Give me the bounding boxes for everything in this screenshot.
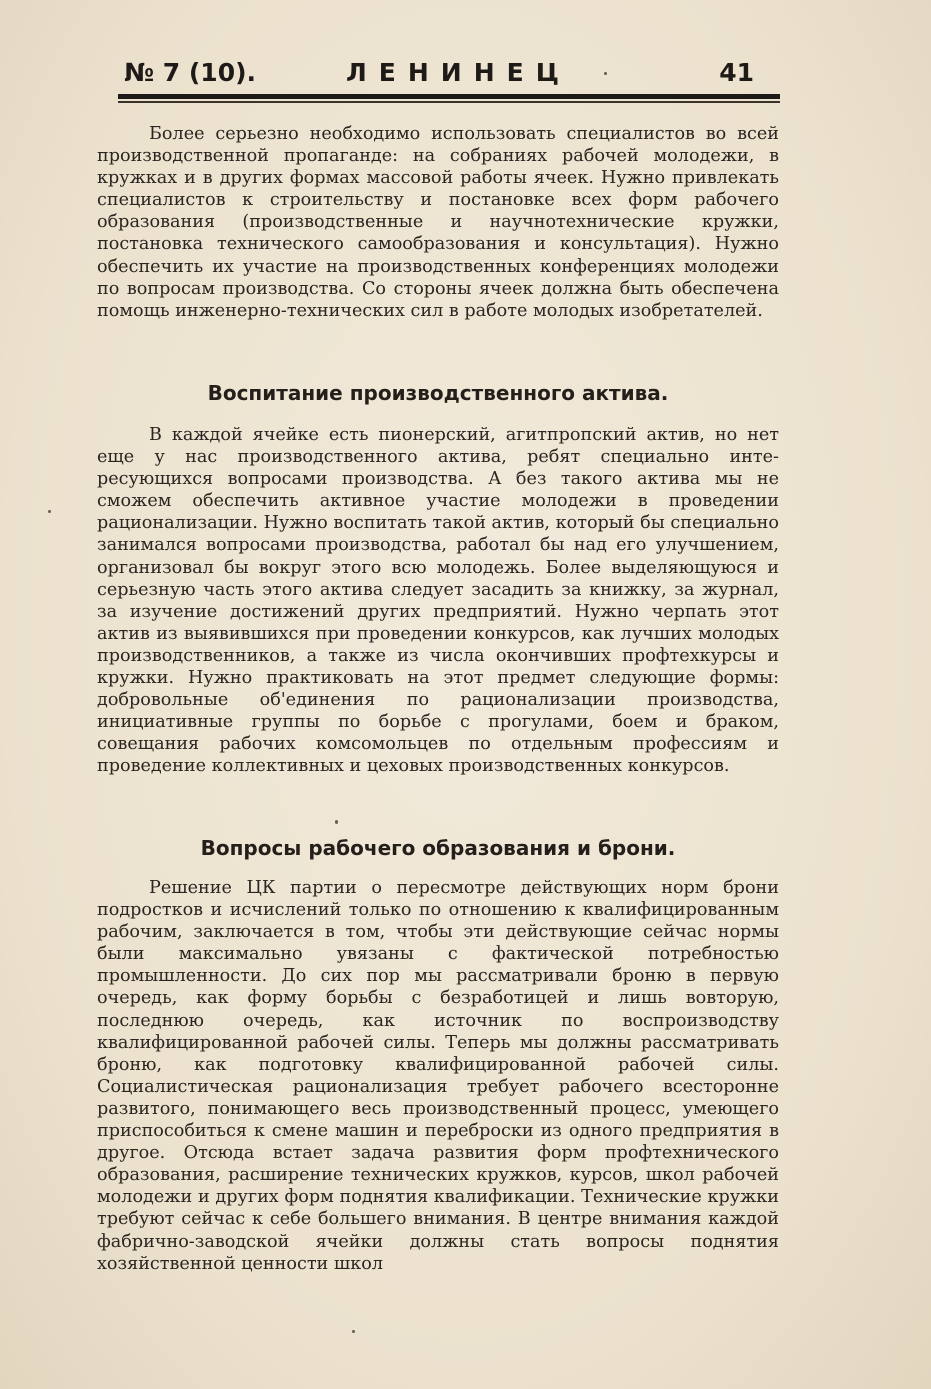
page-number: 41 xyxy=(719,58,754,87)
section-heading-active: Воспитание производственного актива. xyxy=(207,381,669,405)
paper-speck xyxy=(48,510,51,513)
page-header xyxy=(118,56,778,92)
paragraph-production-active: В каждой ячейке есть пионерский, агитпропский актив, но нет еще у нас производственного актива, ребят специально интересующихся вопросами производства. А без такого актива мы не сможем обеспечить активное участие молодежи в проведении рационализации. Нужно воспитать такой актив, который бы специально занимался вопросами производства, работал бы над его улучшением, организовал бы вокруг этого всю молодежь. Более выделяющуюся и серьезную часть этого актива следует засадить за книжку, за журнал, за изучение достижений других предприятий. Нужно черпать этот актив из выявившихся при проведении конкурсов, как лучших молодых производственников, а также из числа окончивших профтехкурсы и кружки. Нужно практиковать на этот предмет следующие формы: добровольные об'единения по рационализации производства, инициативные группы по борьбе с прогулами, боем и браком, совещания рабочих комсомольцев по отдельным профессиям и проведение коллективных и цеховых производственных конкурсов. xyxy=(97,425,779,777)
paper-speck xyxy=(352,1330,355,1333)
issue-number: № 7 (10). xyxy=(124,58,257,87)
paragraph-education-reserve: Решение ЦК партии о пересмотре действующих норм брони подростков и исчислений только по отношению к квалифицированным рабочим, заключается в том, чтобы эти действующие сейчас нормы были максимально увязаны с фактической потребностью промышленности. До сих пор мы рассматривали броню в первую очередь, как форму борьбы с безработицей и лишь вовторую, последнюю очередь, как источник по воспроизводству квалифицированной рабочей силы. Теперь мы должны рассматривать броню, как подготовку квалифицированной рабочей силы. Социалистическая рационализация требует рабочего всесторонне развитого, понимающего весь производственный процесс, умеющего приспособиться к смене машин и переброски из одного предприятия в другое. Отсюда встает задача развития форм профтехнического образования, расширение технических кружков, курсов, школ рабочей молодежи и других форм поднятия квалификации. Технические кружки требуют сейчас к себе большего внимания. В центре внимания каждой фабрично-заводской ячейки должны стать вопросы поднятия хозяйственной ценности школ xyxy=(97,878,779,1274)
header-rule-thick xyxy=(118,94,780,99)
journal-title: ЛЕНИНЕЦ xyxy=(346,58,571,87)
section-heading-education: Вопросы рабочего образования и брони. xyxy=(200,836,676,860)
paragraph-specialists: Более серьезно необходимо использовать специалистов во всей производственной пропаганде: на собраниях рабочей молодежи, в кружках и в других формах массовой работы ячеек. Нужно привлекать специалистов к строительству и постановке всех форм рабочего образования (производственные и научнотехнические кружки, постановка технического самообразования и консультация). Нужно обеспечить их участие на производственных конференциях молодежи по вопросам производства. Со стороны ячеек должна быть обеспечена помощь инженерно-технических сил в работе молодых изобретателей. xyxy=(97,124,779,321)
header-rule-thin xyxy=(118,101,780,103)
paper-speck xyxy=(604,72,607,75)
paper-speck xyxy=(335,820,338,824)
